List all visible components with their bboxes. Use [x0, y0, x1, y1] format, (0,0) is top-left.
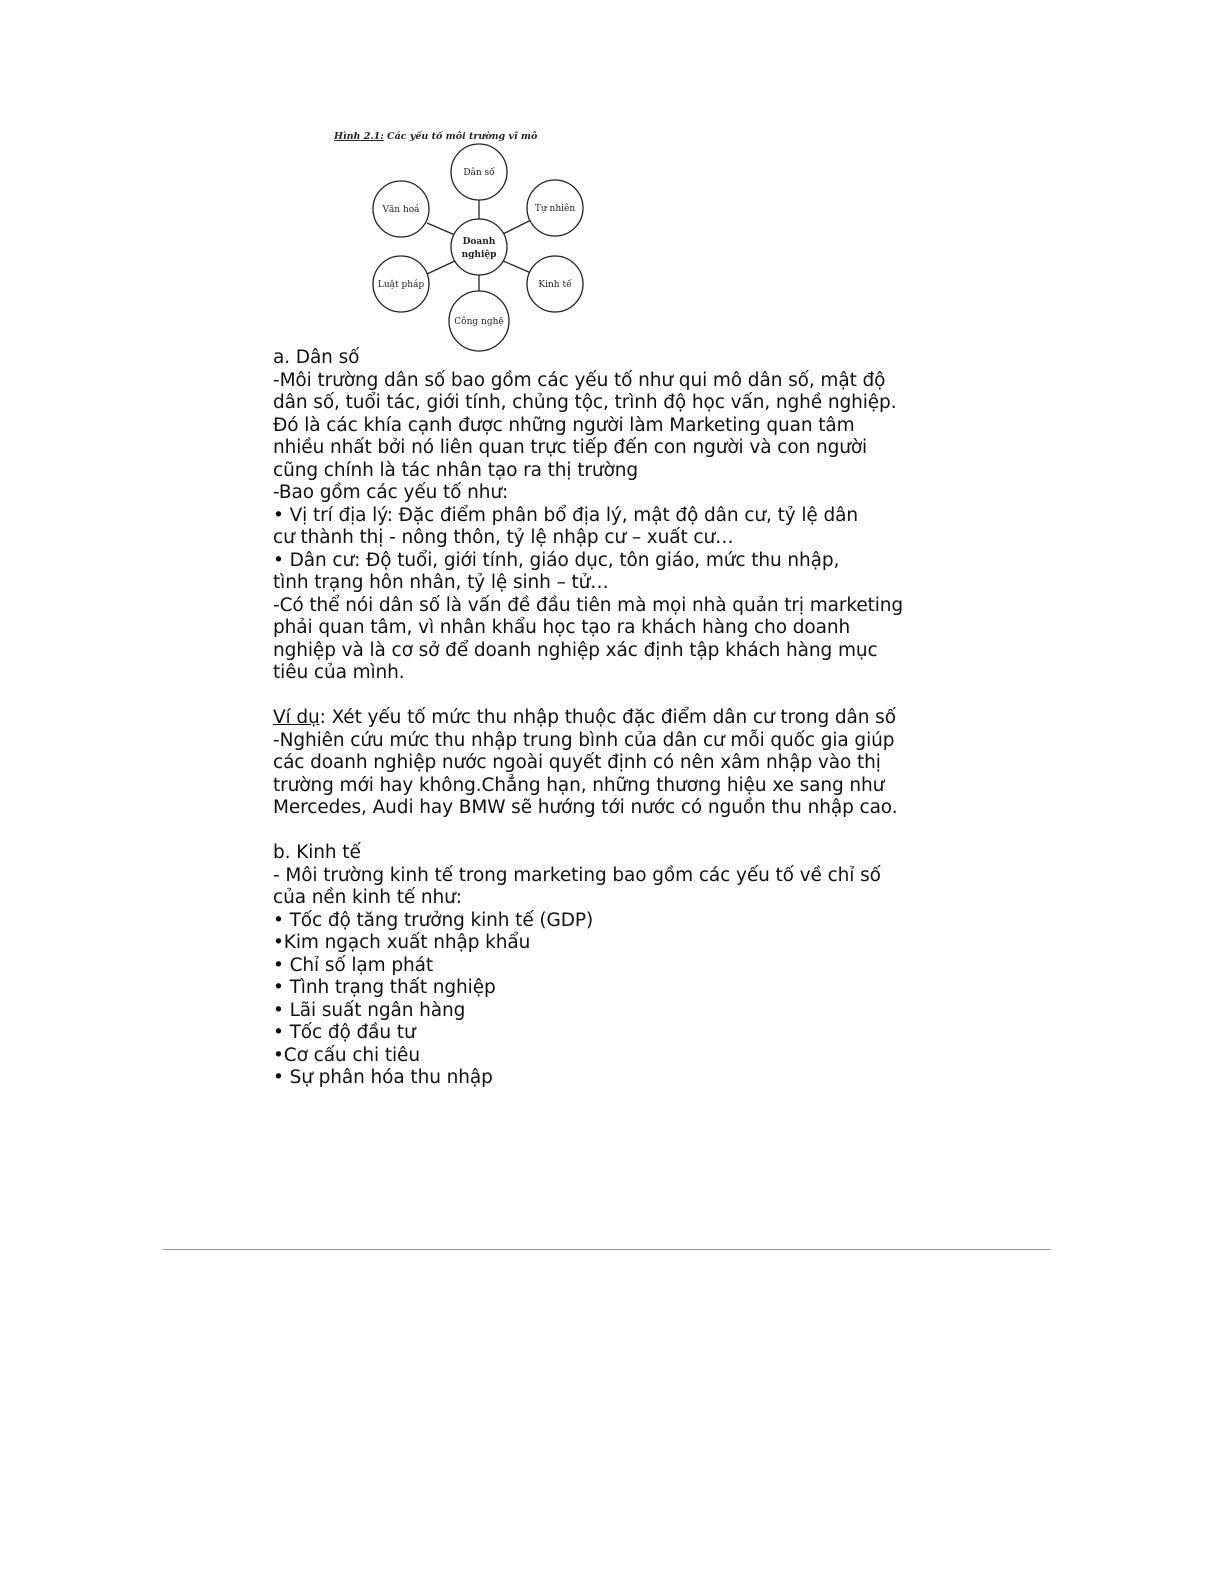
node-label-tu-nhien: Tự nhiên [534, 204, 576, 214]
example-label: Ví dụ [273, 707, 320, 728]
node-label-luat-phap: Luật pháp [377, 280, 425, 290]
economic-item: • Sự phân hóa thu nhập [273, 1067, 493, 1088]
section-a-heading: a. Dân số [273, 347, 360, 368]
section-a-para1-line: Đó là các khía cạnh được những người làm Marketing quan tâm [273, 414, 855, 436]
center-node [451, 219, 507, 275]
section-a-para1-line: dân số, tuổi tác, giới tính, chủng tộc, trình độ học vấn, nghề nghiệp. [273, 392, 897, 413]
section-a-para2-line: phải quan tâm, vì nhân khẩu học tạo ra khách hàng cho doanh [273, 617, 851, 638]
node-label-dan-so: Dân số [463, 168, 495, 178]
section-a-para1-line: cũng chính là tác nhân tạo ra thị trường [273, 459, 638, 481]
bullet-population-line: • Dân cư: Độ tuổi, giới tính, giáo dục, tôn giáo, mức thu nhập, [273, 549, 840, 571]
paragraph-gap [273, 820, 973, 843]
economic-item: • Tốc độ đầu tư [273, 1022, 416, 1043]
section-a-para1-line: nhiều nhất bởi nó liên quan trực tiếp đến con người và con người [273, 437, 868, 458]
economic-item: • Lãi suất ngân hàng [273, 999, 466, 1021]
bullet-location-line: • Vị trí địa lý: Đặc điểm phân bổ địa lý, mật độ dân cư, tỷ lệ dân [273, 504, 858, 526]
section-b-intro-line: - Môi trường kinh tế trong marketing bao gồm các yếu tố về chỉ số [273, 864, 881, 886]
node-label-kinh-te: Kinh tế [538, 280, 572, 290]
edge-kinh-te [501, 260, 531, 273]
section-a-para2-line: tiêu của mình. [273, 662, 405, 683]
edge-van-hoa [427, 223, 455, 235]
bullet-location-line: cư thành thị - nông thôn, tỷ lệ nhập cư – xuất cư… [273, 527, 734, 548]
document-body [273, 347, 973, 1090]
paragraph-gap [273, 685, 973, 708]
economic-item: • Tình trạng thất nghiệp [273, 977, 496, 998]
section-b-intro-line: của nền kinh tế như: [273, 887, 462, 908]
macro-environment-diagram [270, 122, 600, 354]
figure-caption-label: Hình 2.1: [334, 131, 384, 142]
figure-caption [333, 130, 538, 142]
economic-item: • Chỉ số lạm phát [273, 954, 434, 976]
diagram-svg [270, 122, 600, 354]
example-body-line: Mercedes, Audi hay BMW sẽ hướng tới nước có nguồn thu nhập cao. [273, 797, 898, 818]
edge-tu-nhien [503, 219, 533, 234]
example-line [273, 707, 973, 730]
example-body-line: -Nghiên cứu mức thu nhập trung bình của dân cư mỗi quốc gia giúp [273, 729, 895, 751]
section-a-para2-line: nghiệp và là cơ sở để doanh nghiệp xác định tập khách hàng mục [273, 639, 878, 661]
figure-caption-text: Các yếu tố môi trường vĩ mô [383, 131, 538, 142]
node-label-cong-nghe: Công nghệ [454, 317, 504, 327]
economic-item: •Cơ cấu chi tiêu [273, 1044, 420, 1066]
example-body-line: các doanh nghiệp nước ngoài quyết định có nên xâm nhập vào thị [273, 752, 881, 773]
section-a-includes: -Bao gồm các yếu tố như: [273, 482, 509, 503]
section-b-heading: b. Kinh tế [273, 842, 361, 863]
footer-divider [163, 1249, 1051, 1250]
center-label-line1: Doanh [462, 237, 496, 247]
bullet-population-line: tình trạng hôn nhân, tỷ lệ sinh – tử… [273, 572, 609, 593]
example-text: : Xét yếu tố mức thu nhập thuộc đặc điểm dân cư trong dân số [319, 707, 896, 728]
center-label-line2: nghiệp [461, 250, 497, 260]
example-body-line: trường mới hay không.Chẳng hạn, những thương hiệu xe sang như [273, 774, 885, 796]
section-a-para2-line: -Có thể nói dân số là vấn đề đầu tiên mà mọi nhà quản trị marketing [273, 594, 904, 616]
edge-luat-phap [427, 260, 457, 274]
section-a-para1-line: -Môi trường dân số bao gồm các yếu tố như qui mô dân số, mật độ [273, 369, 886, 391]
economic-item: •Kim ngạch xuất nhập khẩu [273, 932, 531, 953]
economic-item: • Tốc độ tăng trưởng kinh tế (GDP) [273, 909, 594, 931]
node-label-van-hoa: Văn hoá [382, 205, 420, 215]
